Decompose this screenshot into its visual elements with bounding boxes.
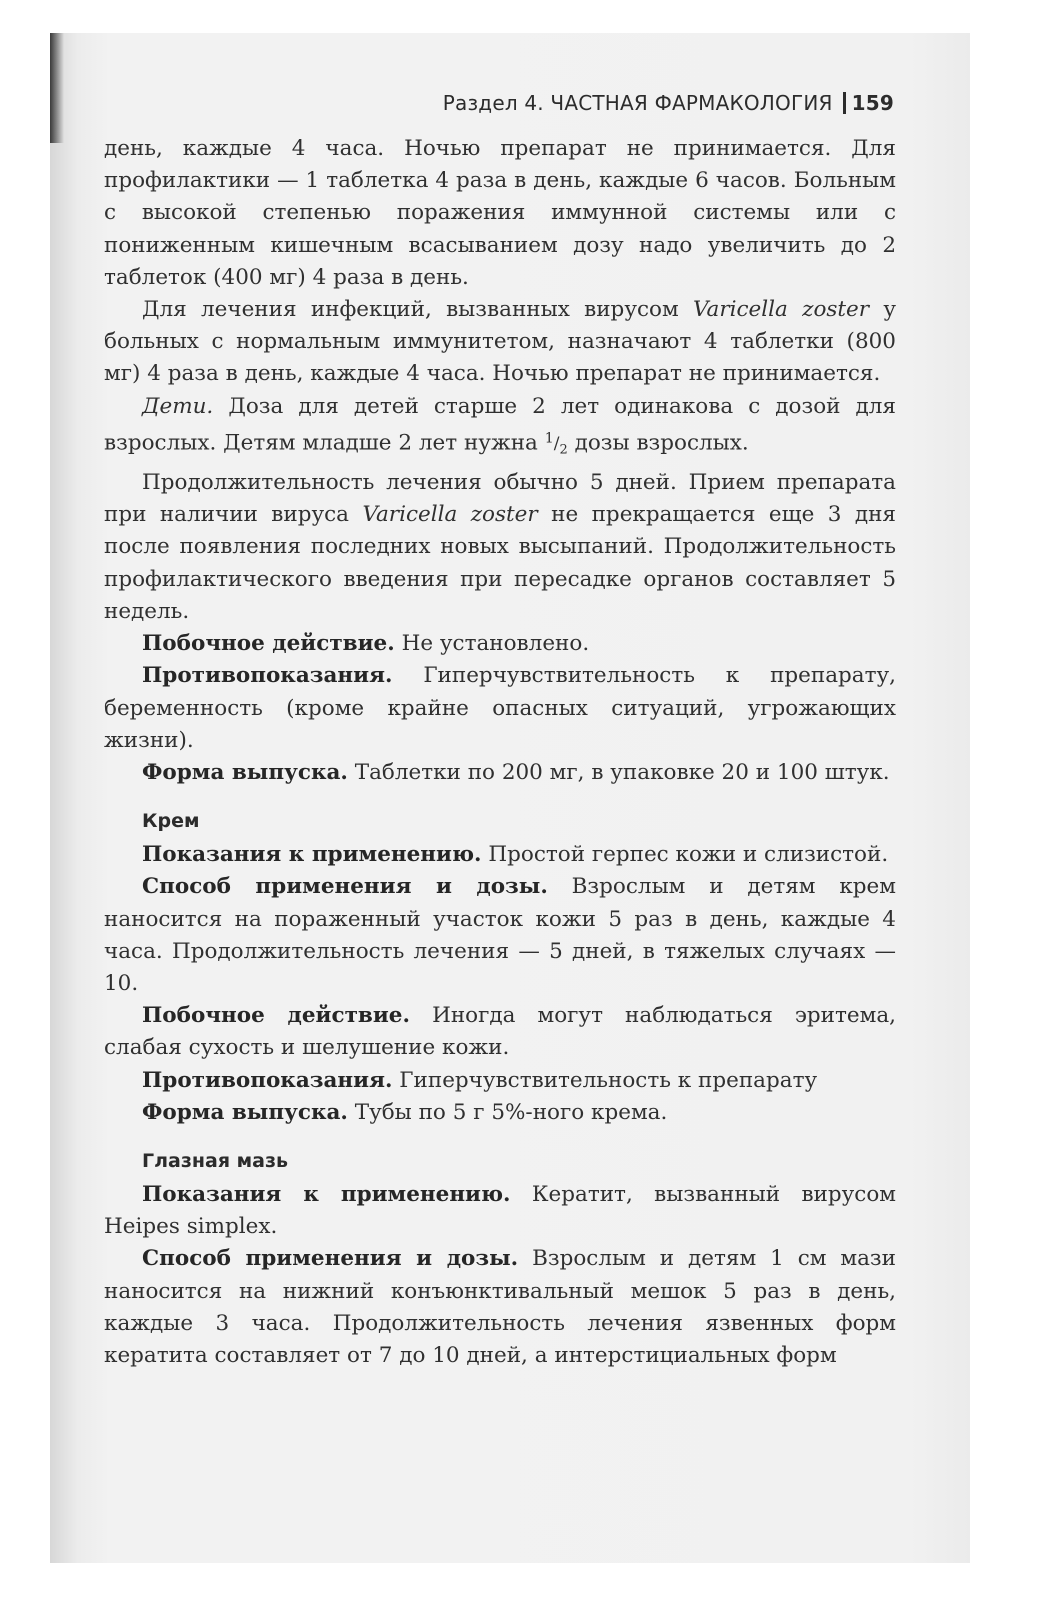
cream-dosage: Способ применения и дозы. Взрослым и детям крем наносится на пораженный участок кожи 5 раз в день, каждые 4 часа. Продолжительность лечения — 5 дней, в тяжелых случаях — 10. [104, 874, 896, 996]
cream-side-effects: Побочное действие. Иногда могут наблюдаться эритема, слабая сухость и шелушение кожи. [104, 1003, 896, 1061]
paragraph-children: Дети. Доза для детей старше 2 лет одинакова с дозой для взрослых. Детям младше 2 лет нужна $^1/_2$ дозы взрослых. [104, 393, 896, 458]
book-page [50, 33, 970, 1563]
header-separator [843, 92, 846, 114]
paragraph-contraindications: Противопоказания. Гиперчувствительность к препарату, беременность (кроме крайне опасных ситуаций, угрожающих жизни). [104, 663, 896, 753]
running-title: Раздел 4. ЧАСТНАЯ ФАРМАКОЛОГИЯ [442, 91, 833, 115]
cream-indications: Показания к применению. Простой герпес кожи и слизистой. [142, 842, 889, 868]
indications-label: Показания к применению. [142, 842, 482, 868]
running-header [370, 89, 894, 117]
children-label: Дети. [142, 393, 214, 419]
dosage-label: Способ применения и дозы. [142, 1246, 519, 1272]
page-body [104, 133, 924, 1372]
side-effects-label: Побочное действие. [142, 631, 395, 657]
paragraph-varicella: Для лечения инфекций, вызванных вирусом Varicella zoster у больных с нормальным иммунитетом, назначают 4 таблетки (800 мг) 4 раза в день, каждые 4 часа. Ночью препарат не принимается. [104, 297, 896, 387]
ointment-dosage: Способ применения и дозы. Взрослым и детям 1 см мази наносится на нижний конъюнктивальный мешок 5 раз в день, каждые 3 часа. Продолжительность лечения язвенных форм кератита составляет от 7 до 10 дней, а интерстициальных форм [104, 1246, 896, 1368]
paragraph-side-effects: Побочное действие. Не установлено. [142, 631, 590, 657]
release-form-label: Форма выпуска. [142, 759, 348, 785]
paragraph-duration: Продолжительность лечения обычно 5 дней. Прием препарата при наличии вируса Varicella zoster не прекращается еще 3 дня после появления последних новых высыпаний. Продолжительность профилактического введения при пересадке органов составляет 5 недель. [104, 470, 924, 624]
section-heading-cream: Крем [142, 810, 200, 833]
indications-label: Показания к применению. [142, 1181, 511, 1207]
virus-name: Varicella zoster [692, 297, 870, 323]
paragraph-dosage-continued: день, каждые 4 часа. Ночью препарат не принимается. Для профилактики — 1 таблетка 4 раза в день, каждые 6 часов. Больным с высокой степенью поражения иммунной системы или с пониженным кишечным всасыванием дозу надо увеличить до 2 таблеток (400 мг) 4 раза в день. [104, 136, 896, 290]
side-effects-label: Побочное действие. [142, 1003, 410, 1029]
virus-name: Varicella zoster [362, 502, 538, 528]
ointment-indications: Показания к применению. Кератит, вызванный вирусом Heipes simplex. [104, 1181, 896, 1240]
spine-shadow [50, 33, 64, 143]
fraction-half: $^1/_2$ [544, 430, 568, 458]
paragraph-release-form: Форма выпуска. Таблетки по 200 мг, в упаковке 20 и 100 штук. [142, 759, 890, 785]
cream-contraindications: Противопоказания. Гиперчувствительность к препарату [142, 1067, 818, 1093]
page-number: 159 [851, 91, 894, 115]
dosage-label: Способ применения и дозы. [142, 874, 548, 900]
contraindications-label: Противопоказания. [142, 1067, 393, 1093]
release-form-label: Форма выпуска. [142, 1099, 348, 1125]
contraindications-label: Противопоказания. [142, 663, 393, 689]
section-heading-eye-ointment: Глазная мазь [142, 1149, 289, 1172]
cream-release-form: Форма выпуска. Тубы по 5 г 5%-ного крема. [142, 1099, 668, 1125]
